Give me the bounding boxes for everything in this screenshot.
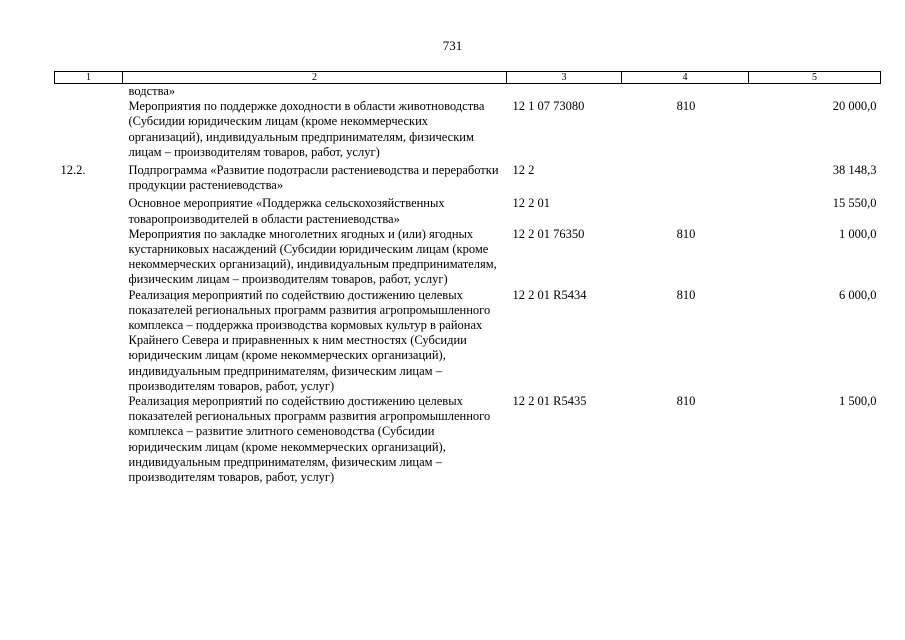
row-expense-type bbox=[622, 84, 749, 100]
row-expense-type: 810 bbox=[676, 99, 696, 114]
row-name: Основное мероприятие «Поддержка сельскохозяйственных товаропроизводителей в области растениеводства» bbox=[128, 196, 445, 226]
row-amount: 1 000,0 bbox=[839, 226, 877, 241]
header-row bbox=[55, 72, 881, 84]
table-row bbox=[55, 227, 881, 288]
header-col-3: 3 bbox=[507, 72, 622, 84]
row-number bbox=[55, 394, 123, 485]
row-name: водства» bbox=[128, 84, 176, 98]
row-code: 12 2 01 76350 bbox=[512, 226, 585, 241]
table-row bbox=[55, 288, 881, 394]
row-amount: 6 000,0 bbox=[839, 287, 877, 302]
header-col-5: 5 bbox=[749, 72, 881, 84]
row-number bbox=[55, 99, 123, 160]
row-code: 12 2 01 R5434 bbox=[512, 287, 587, 302]
row-code bbox=[507, 84, 622, 100]
row-name: Реализация мероприятий по содействию достижению целевых показателей региональных программ развития агропромышленного комплекса – развитие элитного семеноводства (Субсидии юридическим лицам (кроме некоммерческих организаций), индивидуальным предпринимателям, физическим лицам – производителям товаров, работ, услуг) bbox=[128, 394, 491, 485]
row-number: 12.2. bbox=[60, 163, 86, 178]
budget-table bbox=[54, 71, 881, 485]
row-amount: 20 000,0 bbox=[832, 99, 877, 114]
row-number bbox=[55, 227, 123, 288]
table-row bbox=[55, 84, 881, 100]
row-expense-type bbox=[622, 193, 749, 226]
table-header bbox=[55, 72, 881, 84]
row-name: Подпрограмма «Развитие подотрасли растениеводства и переработки продукции растениеводства» bbox=[128, 163, 499, 193]
header-col-2: 2 bbox=[123, 72, 507, 84]
table-body bbox=[55, 84, 881, 486]
row-name: Мероприятия по закладке многолетних ягодных и (или) ягодных кустарниковых насаждений (Субсидии юридическим лицам (кроме некоммерческих организаций), индивидуальным предпринимателям, физическим лицам – производителям товаров, работ, услуг) bbox=[128, 226, 497, 287]
row-expense-type: 810 bbox=[676, 394, 696, 409]
row-code: 12 2 01 bbox=[512, 196, 550, 211]
row-name: Реализация мероприятий по содействию достижению целевых показателей региональных программ развития агропромышленного комплекса – поддержка производства кормовых культур в районах Крайнего Севера и приравненных к ним местностях (Субсидии юридическим лицам (кроме некоммерческих организаций), индивидуальным предпринимателям, физическим лицам – производителям товаров, работ, услуг) bbox=[128, 287, 491, 393]
row-amount bbox=[749, 84, 881, 100]
row-name: Мероприятия по поддержке доходности в области животноводства (Субсидии юридическим лицам (кроме некоммерческих организаций), индивидуальным предпринимателям, физическим лицам – производителям товаров, работ, услуг) bbox=[128, 99, 485, 159]
table-row bbox=[55, 99, 881, 160]
row-number bbox=[55, 193, 123, 226]
row-amount: 1 500,0 bbox=[839, 394, 877, 409]
row-number bbox=[55, 288, 123, 394]
row-code: 12 2 bbox=[512, 163, 535, 178]
row-expense-type: 810 bbox=[676, 226, 696, 241]
row-amount: 38 148,3 bbox=[832, 163, 877, 178]
row-number bbox=[55, 84, 123, 100]
header-col-4: 4 bbox=[622, 72, 749, 84]
table-row bbox=[55, 160, 881, 193]
row-expense-type: 810 bbox=[676, 287, 696, 302]
row-expense-type bbox=[622, 160, 749, 193]
row-code: 12 2 01 R5435 bbox=[512, 394, 587, 409]
page-number: 731 bbox=[442, 38, 463, 53]
header-col-1: 1 bbox=[55, 72, 123, 84]
table-row bbox=[55, 193, 881, 226]
row-code: 12 1 07 73080 bbox=[512, 99, 585, 114]
table-row bbox=[55, 394, 881, 485]
row-amount: 15 550,0 bbox=[832, 196, 877, 211]
